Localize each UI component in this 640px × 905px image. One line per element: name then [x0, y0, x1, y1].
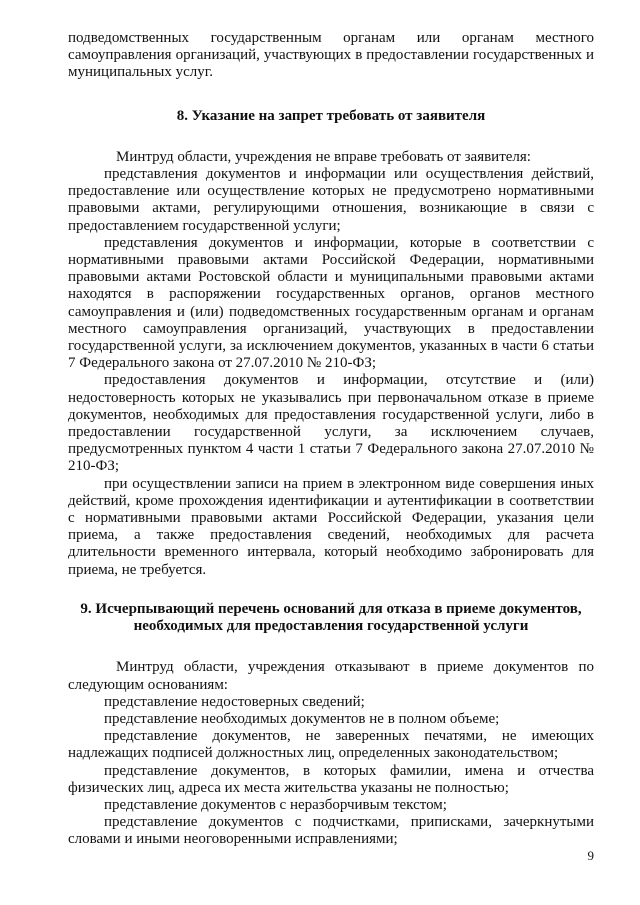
section-8-heading: 8. Указание на запрет требовать от заявителя [176, 107, 486, 124]
list-item: представление документов с неразборчивым текстом; [104, 796, 447, 813]
section-9-heading: 9. Исчерпывающий перечень оснований для отказа в приеме документов, необходимых для предоставления государственной услуги [80, 600, 582, 635]
page-number: 9 [587, 848, 594, 863]
list-item: представление документов, не заверенных печатями, не имеющих надлежащих подписей должностных лиц, определенных законодательством; [68, 728, 594, 762]
list-item: представление документов с подчистками, приписками, зачеркнутыми словами и иными неоговоренными исправлениями; [68, 814, 594, 848]
paragraph: Минтруд области, учреждения отказывают в приеме документов по следующим основаниям: [68, 659, 594, 693]
list-item: представление необходимых документов не в полном объеме; [104, 710, 500, 727]
paragraph: представления документов и информации или осуществления действий, предоставление или осуществление которых не предусмотрено нормативными правовыми актами, регулирующими отношения, возникающие в связи с предоставлением государственной услуги; [68, 166, 594, 234]
list-item: представление недостоверных сведений; [104, 693, 365, 710]
intro-paragraph: подведомственных государственным органам или органам местного самоуправления организаций, участвующих в предоставлении государственных и муниципальных услуг. [68, 30, 594, 81]
paragraph: Минтруд области, учреждения не вправе требовать от заявителя: [116, 148, 531, 165]
paragraph: предоставления документов и информации, отсутствие и (или) недостоверность которых не указывались при первоначальном отказе в приеме документов, необходимых для предоставления государственной услуги, либо в предоставлении государственной услуги, за исключением случаев, предусмотренных пунктом 4 части 1 статьи 7 Федерального закона 27.07.2010 № 210-ФЗ; [68, 372, 594, 475]
paragraph: представления документов и информации, которые в соответствии с нормативными правовыми актами Российской Федерации, нормативными правовыми актами Ростовской области и муниципальными правовыми актами находятся в распоряжении государственных органов, органов местного самоуправления и (или) подведомственных государственным органам и органам местного самоуправления организаций, участвующих в предоставлении государственной услуги, за исключением документов, указанных в части 6 статьи 7 Федерального закона от 27.07.2010 № 210-ФЗ; [68, 234, 594, 372]
list-item: представление документов, в которых фамилии, имена и отчества физических лиц, адреса их места жительства указаны не полностью; [68, 762, 594, 796]
paragraph: при осуществлении записи на прием в электронном виде совершения иных действий, кроме прохождения идентификации и аутентификации в соответствии с нормативными правовыми актами Российской Федерации, указания цели приема, а также предоставления сведений, необходимых для расчета длительности временного интервала, который необходимо забронировать для приема, не требуется. [68, 475, 594, 578]
